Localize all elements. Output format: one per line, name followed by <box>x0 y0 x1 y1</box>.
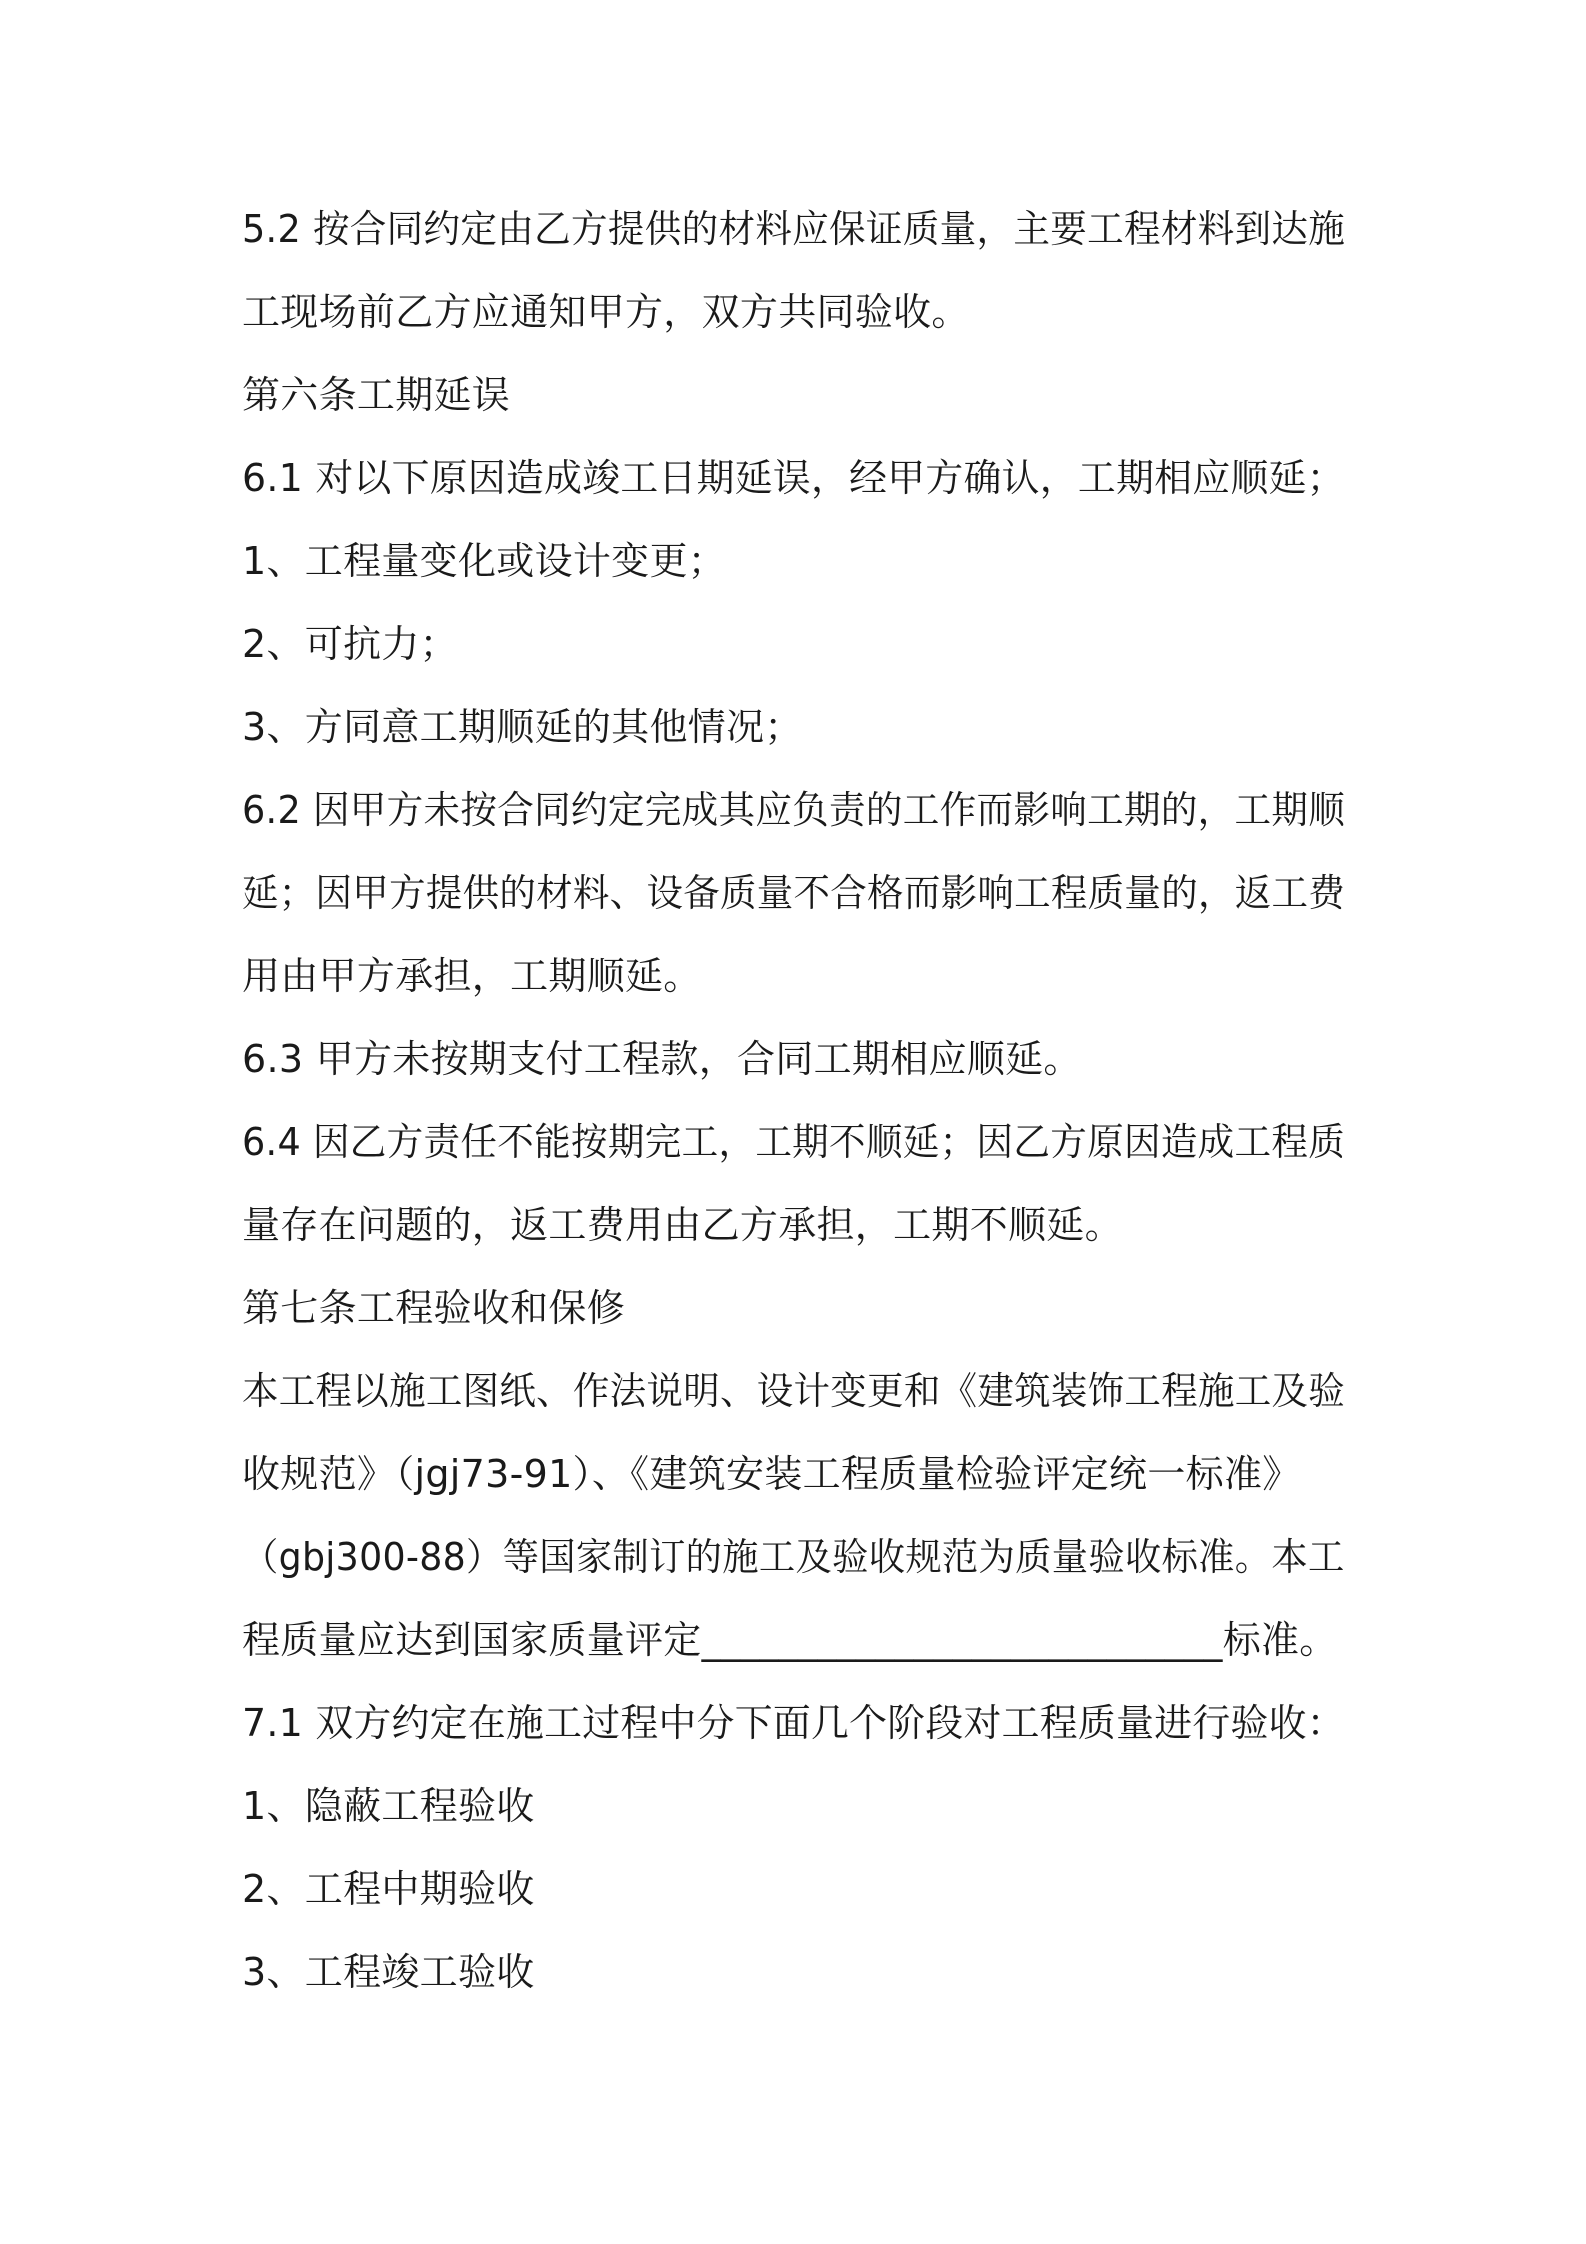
text-line: 收规范》（jgj73-91）、《建筑安装工程质量检验评定统一标准》 <box>242 1452 1301 1496</box>
text-line: 7.1 双方约定在施工过程中分下面几个阶段对工程质量进行验收： <box>242 1701 1345 1745</box>
section-heading: 第七条工程验收和保修 <box>242 1286 626 1330</box>
text-line: 量存在问题的，返工费用由乙方承担，工期不顺延。 <box>242 1203 1123 1247</box>
text-line: 6.2 因甲方未按合同约定完成其应负责的工作而影响工期的，工期顺 <box>242 788 1346 832</box>
text-line: 6.3 甲方未按期支付工程款，合同工期相应顺延。 <box>242 1037 1082 1081</box>
text-line: 程质量应达到国家质量评定___________________________标准。 <box>242 1618 1338 1662</box>
text-line: （gbj300-88）等国家制订的施工及验收规范为质量验收标准。本工 <box>242 1535 1345 1579</box>
text-line: 延；因甲方提供的材料、设备质量不合格而影响工程质量的，返工费 <box>242 871 1346 915</box>
text-line: 本工程以施工图纸、作法说明、设计变更和《建筑装饰工程施工及验 <box>242 1369 1346 1413</box>
section-heading: 第六条工期延误 <box>242 373 511 417</box>
text-line: 5.2 按合同约定由乙方提供的材料应保证质量，主要工程材料到达施 <box>242 207 1346 251</box>
text-line: 3、工程竣工验收 <box>242 1950 535 1994</box>
text-line: 6.4 因乙方责任不能按期完工，工期不顺延；因乙方原因造成工程质 <box>242 1120 1346 1164</box>
text-line: 3、方同意工期顺延的其他情况； <box>242 705 803 749</box>
text-line: 1、隐蔽工程验收 <box>242 1784 535 1828</box>
text-line: 工现场前乙方应通知甲方，双方共同验收。 <box>242 290 970 334</box>
text-line: 2、工程中期验收 <box>242 1867 535 1911</box>
text-line: 2、可抗力； <box>242 622 458 666</box>
text-line: 用由甲方承担，工期顺延。 <box>242 954 702 998</box>
text-line: 1、工程量变化或设计变更； <box>242 539 727 583</box>
text-line: 6.1 对以下原因造成竣工日期延误，经甲方确认，工期相应顺延； <box>242 456 1345 500</box>
